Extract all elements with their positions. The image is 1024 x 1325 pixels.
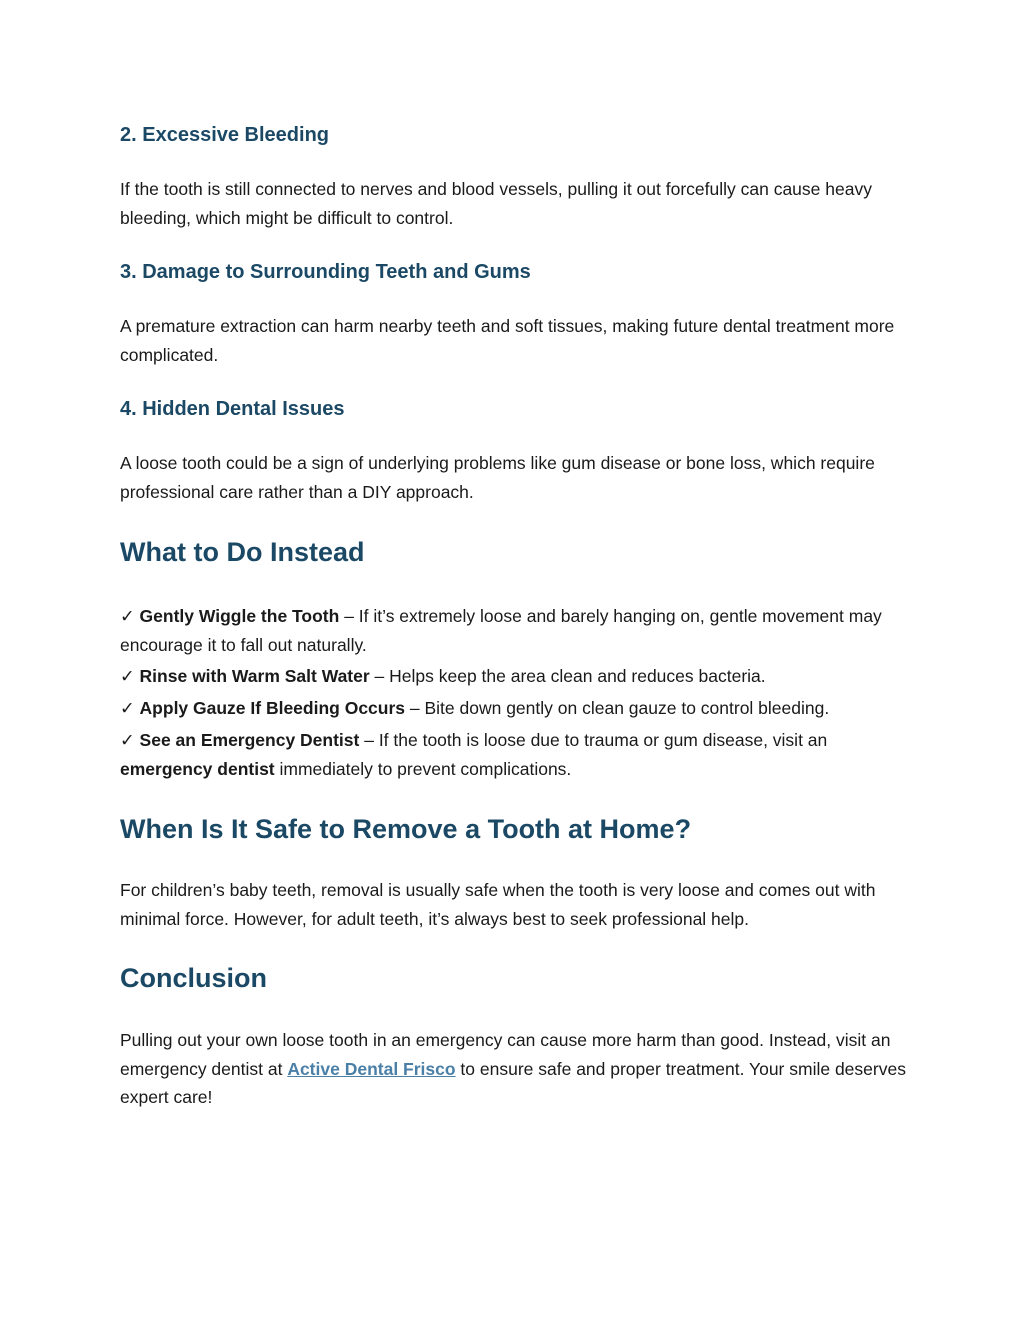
- list-item: [120, 726, 910, 783]
- list-item: [120, 694, 910, 723]
- paragraph-damage: A premature extraction can harm nearby teeth and soft tissues, making future dental treatment more complicated.: [120, 316, 895, 365]
- paragraph-excessive-bleeding: If the tooth is still connected to nerves and blood vessels, pulling it out forcefully can cause heavy bleeding, which might be difficult to control.: [120, 179, 872, 228]
- heading-what-to-do-instead: What to Do Instead: [120, 537, 365, 567]
- heading-when-safe: When Is It Safe to Remove a Tooth at Home?: [120, 814, 692, 844]
- list-item-title: Apply Gauze If Bleeding Occurs: [139, 698, 406, 718]
- list-item-text: – Bite down gently on clean gauze to control bleeding.: [405, 698, 830, 718]
- checkmark-icon: ✓: [120, 698, 135, 718]
- list-item-text: – If the tooth is loose due to trauma or gum disease, visit an: [359, 730, 828, 750]
- list-item-title: Gently Wiggle the Tooth: [139, 606, 340, 626]
- list-item: [120, 662, 910, 691]
- active-dental-frisco-link[interactable]: Active Dental Frisco: [287, 1058, 456, 1079]
- list-item: [120, 602, 910, 659]
- heading-excessive-bleeding: 2. Excessive Bleeding: [120, 124, 330, 146]
- list-item-text: – If it’s extremely loose and barely hanging on, gentle movement may encourage it to fall out naturally.: [120, 606, 882, 655]
- list-item-title: See an Emergency Dentist: [139, 730, 360, 750]
- list-item-bold-tail: emergency dentist: [120, 758, 275, 779]
- checkmark-icon: ✓: [120, 666, 135, 686]
- paragraph-hidden-issues: A loose tooth could be a sign of underlying problems like gum disease or bone loss, which require professional care rather than a DIY approach.: [120, 453, 875, 502]
- heading-damage: 3. Damage to Surrounding Teeth and Gums: [120, 261, 531, 283]
- conclusion-text-start: Pulling out your own loose tooth in an emergency can cause more harm than good. Instead, visit an emergency dentist at: [120, 1030, 891, 1079]
- conclusion-text-end: to ensure safe and proper treatment. Your smile deserves expert care!: [120, 1058, 906, 1107]
- list-item-text: – Helps keep the area clean and reduces bacteria.: [369, 666, 766, 686]
- heading-hidden-issues: 4. Hidden Dental Issues: [120, 398, 345, 420]
- checkmark-icon: ✓: [120, 606, 135, 626]
- heading-conclusion: Conclusion: [120, 963, 267, 993]
- paragraph-when-safe: For children’s baby teeth, removal is usually safe when the tooth is very loose and comes out with minimal force. However, for adult teeth, it’s always best to seek professional help.: [120, 880, 876, 929]
- list-item-tail: immediately to prevent complications.: [274, 758, 572, 779]
- checkmark-icon: ✓: [120, 730, 135, 750]
- paragraph-conclusion: [120, 1026, 910, 1112]
- list-item-title: Rinse with Warm Salt Water: [139, 666, 370, 686]
